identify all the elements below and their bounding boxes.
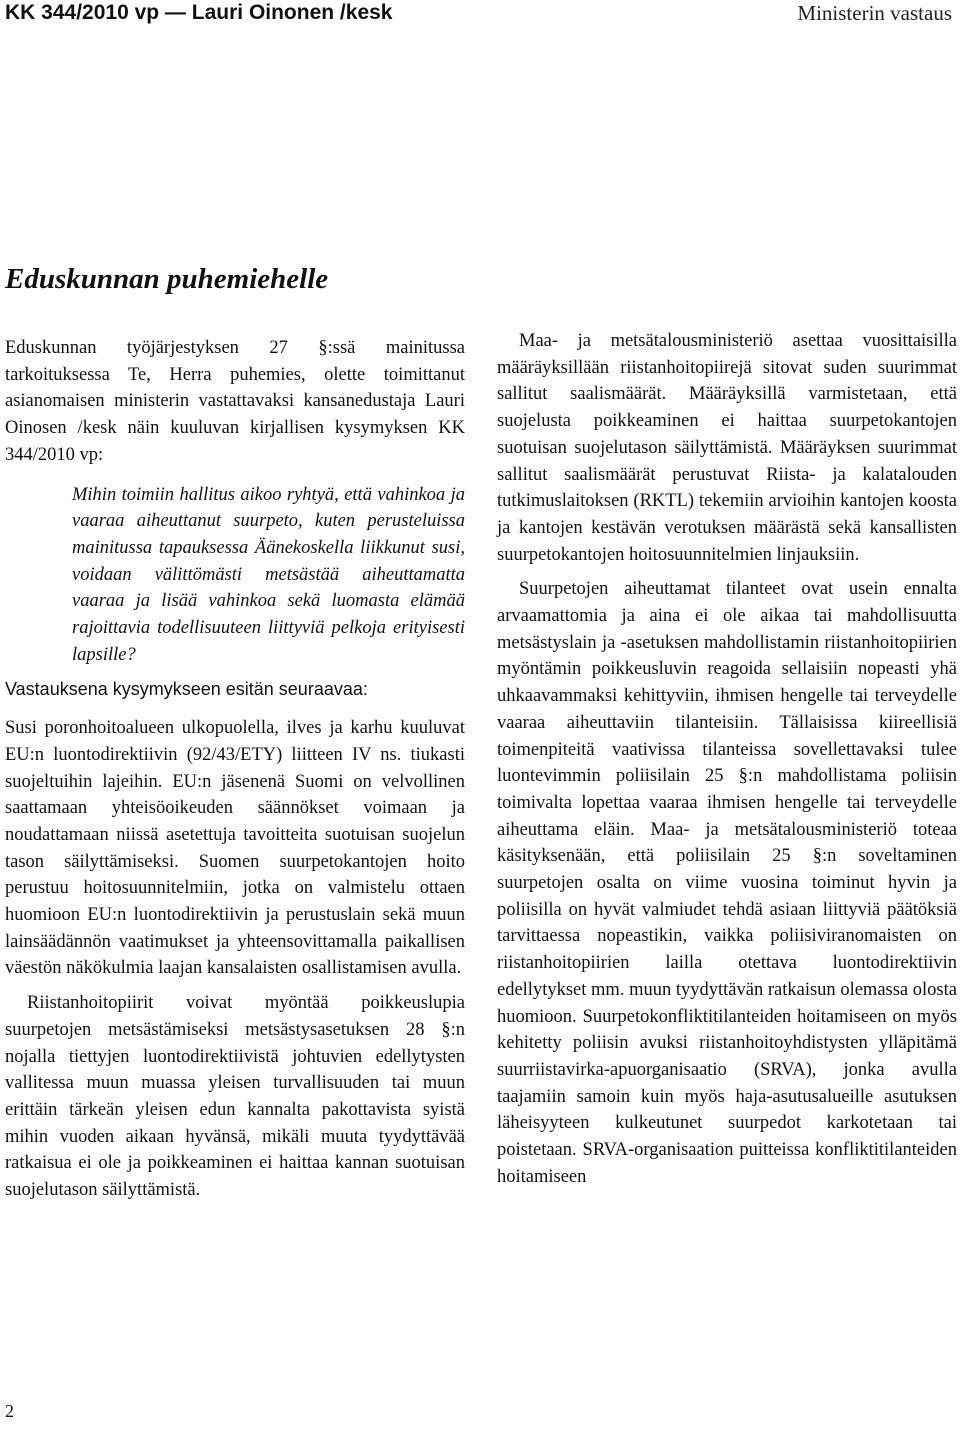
- answer-intro: Vastauksena kysymykseen esitän seuraavaa:: [5, 679, 368, 700]
- answer-paragraph-3: Maa- ja metsätalousministeriö asettaa vuosittaisilla määräyksillään riistanhoitopiirejä sitovat suden suurimmat sallitut saalismäärät. Määräyksillä varmistetaan, että suojelusta poikkeaminen ei haittaa suurpetokantojen suotuisan suojelutason säilyttämistä. Määräyksen suurimmat sallitut saalismäärät perustuvat Riista- ja kalatalouden tutkimuslaitoksen (RKTL) tekemiin arvioihin kantojen koosta ja kantojen kestävän verotuksen määrästä sekä kansallisten suurpetokantojen hoitosuunnitelmien linjauksiin.: [497, 331, 957, 565]
- intro-paragraph: Eduskunnan työjärjestyksen 27 §:ssä mainitussa tarkoituksessa Te, Herra puhemies, olette toimittanut asianomaisen ministerin vastattavaksi kansanedustaja Lauri Oinosen /kesk näin kuuluvan kirjallisen kysymyksen KK 344/2010 vp:: [5, 338, 465, 465]
- document-title: Eduskunnan puhemiehelle: [5, 263, 329, 295]
- left-column: [5, 335, 465, 1204]
- question-text: Mihin toimiin hallitus aikoo ryhtyä, että vahinkoa ja vaaraa aiheuttanut suurpeto, kuten perusteluissa mainitussa tapauksessa Äänekoskella liikkunut susi, voidaan välittömästi metsästää aiheuttamatta vaaraa ja lisää vahinkoa sekä luomasta elämää rajoittavia todellisuuteen liittyviä pelkoja erityisesti lapsille?: [72, 484, 465, 665]
- answer-paragraph-1: Susi poronhoitoalueen ulkopuolella, ilves ja karhu kuuluvat EU:n luontodirektiivin (92/43/ETY) liitteen IV ns. tiukasti suojeltuihin lajeihin. EU:n jäsenenä Suomi on velvollinen saattamaan yhteisöoikeuden säännökset voimaan ja noudattamaan niissä asetettuja tavoitteita suotuisan suojelun tason säilyttämiseksi. Suomen suurpetokantojen hoito perustuu hoitosuunnitelmiin, jotka on valmistelu ottaen huomioon EU:n luontodirektiivin ja perustuslain sekä muun lainsäädännön vaatimukset ja yhteensovittamalla paikallisen väestön näkökulmia laajan kansalaisten osallistamisen avulla.: [5, 718, 465, 979]
- answer-paragraph-4: Suurpetojen aiheuttamat tilanteet ovat usein ennalta arvaamattomia ja aina ei ole aikaa tai mahdollisuutta metsästyslain ja -asetuksen mahdollistamin riistanhoitopiirien myöntämin poikkeusluvin reagoida sellaisiin nopeasti yhä uhkaavammaksi kehittyviin, ihmisen hengelle tai terveydelle vaaraa aiheuttaviin tilanteisiin. Tällaisissa kiireellisiä toimenpiteitä vaativissa tilanteissa sovellettavaksi tulee luontevimmin poliisilain 25 §:n mahdollistama poliisin toimivalta lopettaa vaaraa ihmisen hengelle tai terveydelle aiheuttama eläin. Maa- ja metsätalousministeriö toteaa käsityksenään, että poliisilain 25 §:n soveltaminen suurpetojen osalta on viime vuosina toiminut hyvin ja poliisilla on hyvät valmiudet tehdä asiaan liittyviä päätöksiä tarvittaessa nopeastikin, vaikka poliisiviranomaisten on riistanhoitopiirien lailla otettava luontodirektiivin edellytykset mm. muun tyydyttävän ratkaisun olemassa olosta huomioon. Suurpetokonfliktitilanteiden hoitamiseen on myös kehitetty poliisin avuksi riistanhoitoyhdistysten ylläpitämä suurriistavirka-apuorganisaatio (SRVA), jonka avulla taajamiin samoin kuin myös haja-asutusalueille asutuksen läheisyyteen kulkeutunet suurpedot karkotetaan tai poistetaan. SRVA-organisaation puitteissa konfliktitilanteiden hoitamiseen: [497, 579, 957, 1187]
- running-header-right: Ministerin vastaus: [797, 1, 952, 25]
- answer-paragraph-2: Riistanhoitopiirit voivat myöntää poikkeuslupia suurpetojen metsästämiseksi metsästysasetuksen 28 §:n nojalla tiettyjen luontodirektiivistä johtuvien edellytysten vallitessa muun muassa yleisen turvallisuuden tai muun erittäin tärkeän yleisen edun kannalta pakottavista syistä mihin vuoden aikaan hyvänsä, mikäli muuta tyydyttävää ratkaisua ei ole ja poikkeaminen ei haittaa kannan suotuisan suojelutason säilyttämistä.: [5, 993, 465, 1201]
- page-number: 2: [5, 1401, 14, 1421]
- right-column: [497, 328, 957, 1191]
- running-header-left: KK 344/2010 vp — Lauri Oinonen /kesk: [5, 1, 393, 24]
